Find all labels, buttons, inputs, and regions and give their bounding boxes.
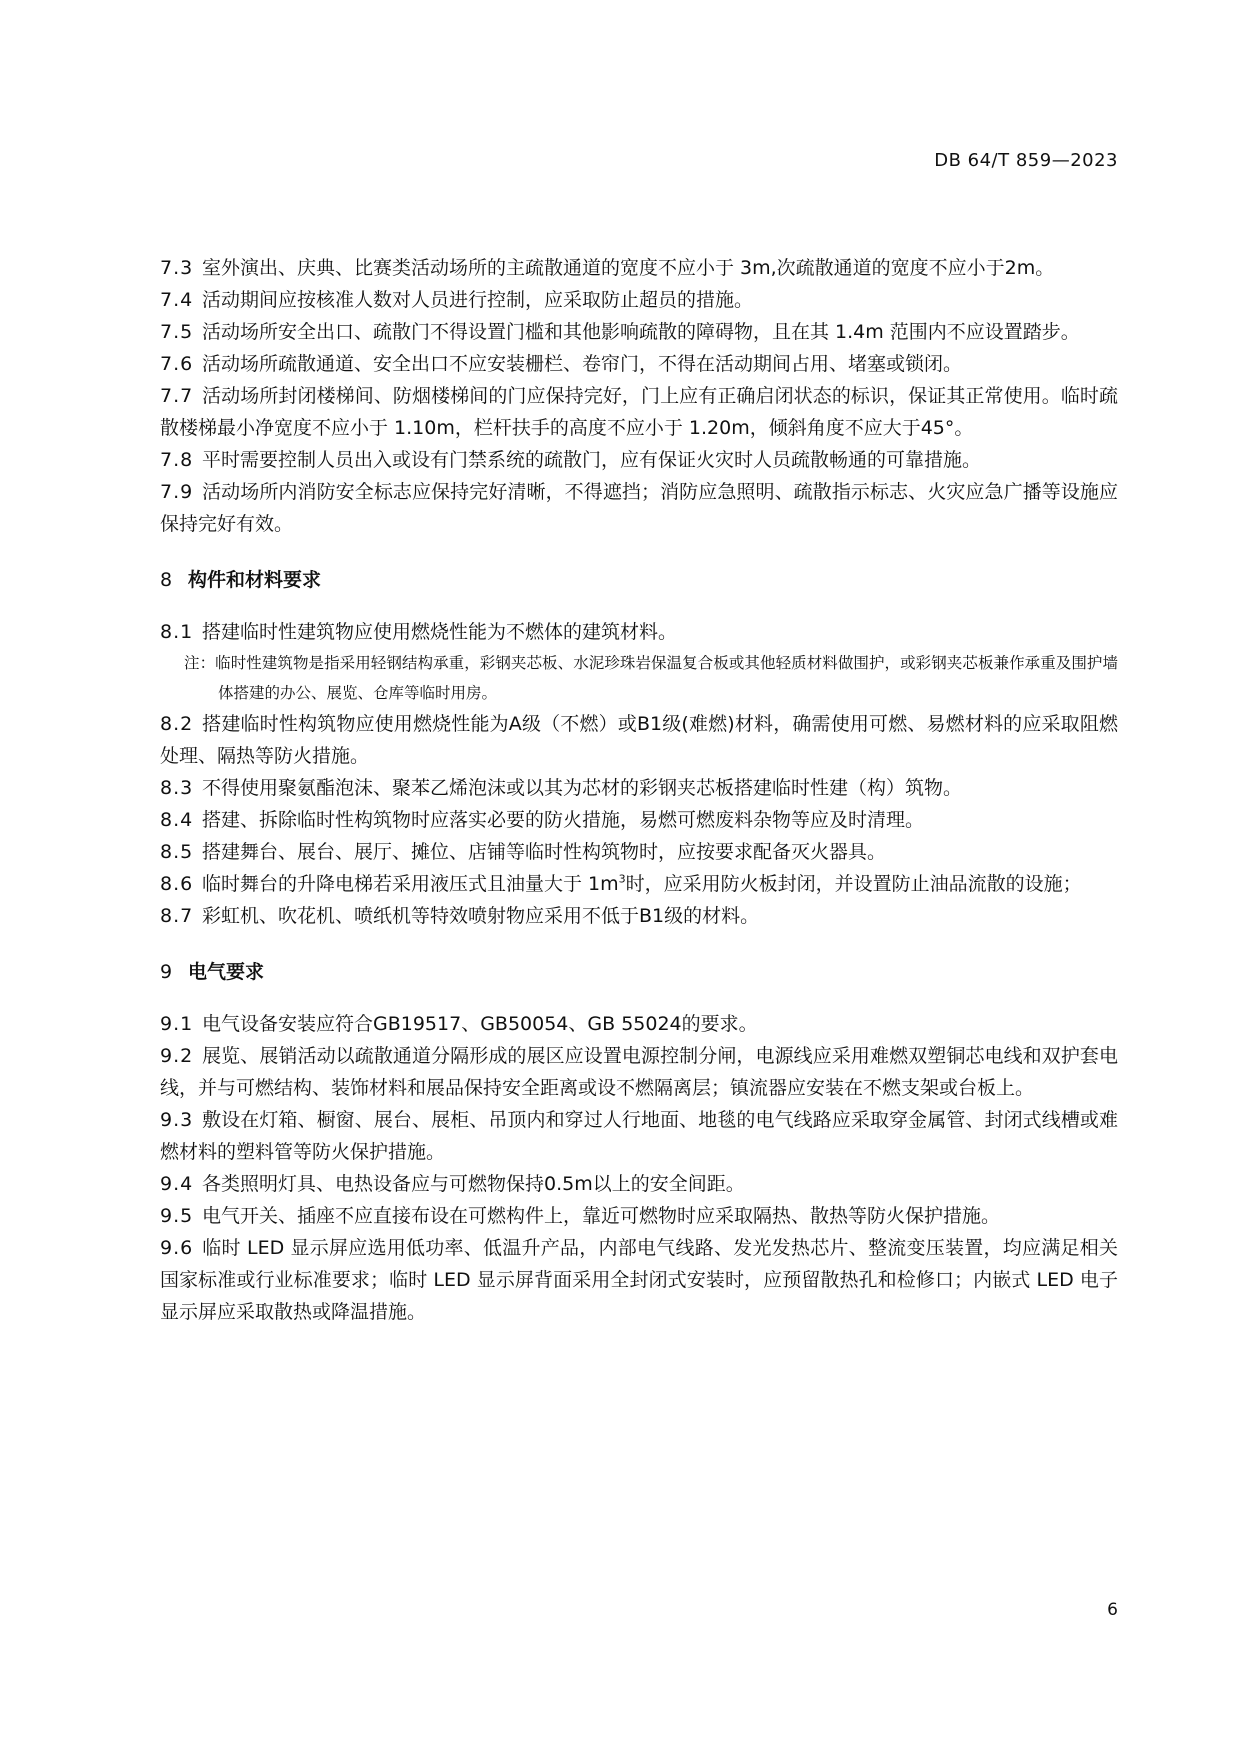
section-heading-9: [160, 956, 1118, 988]
clause-text-before: 临时舞台的升降电梯若采用液压式且油量大于 1m: [202, 873, 619, 895]
clause-number: 8.6: [160, 873, 194, 895]
clause-text: 展览、展销活动以疏散通道分隔形成的展区应设置电源控制分闸，电源线应采用难燃双塑铜芯电线和双护套电线，并与可燃结构、装饰材料和展品保持安全距离或设不燃隔离层；镇流器应安装在不燃支架或台板上。: [160, 1045, 1118, 1099]
clause-number: 9.5: [160, 1205, 194, 1227]
clause-7-7: [160, 380, 1118, 444]
clause-text: 活动场所疏散通道、安全出口不应安装栅栏、卷帘门，不得在活动期间占用、堵塞或锁闭。: [202, 353, 963, 375]
clause-9-4: [160, 1168, 1118, 1200]
clause-text: 活动期间应按核准人数对人员进行控制，应采取防止超员的措施。: [202, 289, 754, 311]
clause-number: 8.2: [160, 713, 194, 735]
section-number: 8: [160, 569, 173, 591]
clause-text: 室外演出、庆典、比赛类活动场所的主疏散通道的宽度不应小于 3m,次疏散通道的宽度不应小于2m。: [202, 257, 1055, 279]
clause-text: 活动场所封闭楼梯间、防烟楼梯间的门应保持完好，门上应有正确启闭状态的标识，保证其正常使用。临时疏散楼梯最小净宽度不应小于 1.10m，栏杆扶手的高度不应小于 1.20m，倾斜角度不应大于45°。: [160, 385, 1118, 439]
clause-8-1: [160, 616, 1118, 648]
section-heading-8: [160, 564, 1118, 596]
clause-text: 电气设备安装应符合GB19517、GB50054、GB 55024的要求。: [202, 1013, 758, 1035]
clause-number: 9.2: [160, 1045, 194, 1067]
clause-number: 9.4: [160, 1173, 194, 1195]
clause-8-7: [160, 900, 1118, 932]
clause-number: 7.9: [160, 481, 194, 503]
clause-9-3: [160, 1104, 1118, 1168]
superscript: 3: [618, 872, 626, 886]
clause-8-6: [160, 868, 1118, 900]
clause-text: 敷设在灯箱、橱窗、展台、展柜、吊顶内和穿过人行地面、地毯的电气线路应采取穿金属管、封闭式线槽或难燃材料的塑料管等防火保护措施。: [160, 1109, 1118, 1163]
clause-number: 9.6: [160, 1237, 194, 1259]
clause-text: 彩虹机、吹花机、喷纸机等特效喷射物应采用不低于B1级的材料。: [202, 905, 760, 927]
clause-text: 临时 LED 显示屏应选用低功率、低温升产品，内部电气线路、发光发热芯片、整流变压装置，均应满足相关国家标准或行业标准要求；临时 LED 显示屏背面采用全封闭式安装时，应预留散热孔和检修口；内嵌式 LED 电子显示屏应采取散热或降温措施。: [160, 1237, 1118, 1323]
clause-number: 9.1: [160, 1013, 194, 1035]
clause-text: 不得使用聚氨酯泡沫、聚苯乙烯泡沫或以其为芯材的彩钢夹芯板搭建临时性建（构）筑物。: [202, 777, 963, 799]
clause-number: 7.4: [160, 289, 194, 311]
clause-8-3: [160, 772, 1118, 804]
clause-7-9: [160, 476, 1118, 540]
clause-8-2: [160, 708, 1118, 772]
clause-8-4: [160, 804, 1118, 836]
clause-9-2: [160, 1040, 1118, 1104]
clause-number: 7.5: [160, 321, 194, 343]
section-title: 电气要求: [188, 961, 265, 983]
clause-text: 平时需要控制人员出入或设有门禁系统的疏散门，应有保证火灾时人员疏散畅通的可靠措施。: [202, 449, 982, 471]
clause-text: 搭建、拆除临时性构筑物时应落实必要的防火措施，易燃可燃废料杂物等应及时清理。: [202, 809, 925, 831]
clause-8-5: [160, 836, 1118, 868]
clause-number: 8.5: [160, 841, 194, 863]
clause-number: 7.3: [160, 257, 194, 279]
clause-number: 8.1: [160, 621, 194, 643]
clause-text: 活动场所安全出口、疏散门不得设置门槛和其他影响疏散的障碍物，且在其 1.4m 范围内不应设置踏步。: [202, 321, 1080, 343]
clause-number: 7.7: [160, 385, 194, 407]
document-body: [160, 252, 1118, 1328]
clause-number: 7.8: [160, 449, 194, 471]
clause-7-8: [160, 444, 1118, 476]
clause-9-1: [160, 1008, 1118, 1040]
clause-text: 各类照明灯具、电热设备应与可燃物保持0.5m以上的安全间距。: [202, 1173, 745, 1195]
clause-9-6: [160, 1232, 1118, 1328]
clause-text: 搭建舞台、展台、展厅、摊位、店铺等临时性构筑物时，应按要求配备灭火器具。: [202, 841, 887, 863]
clause-text: 搭建临时性建筑物应使用燃烧性能为不燃体的建筑材料。: [202, 621, 678, 643]
clause-7-3: [160, 252, 1118, 284]
clause-number: 8.7: [160, 905, 194, 927]
page-number: 6: [1107, 1600, 1118, 1620]
clause-9-5: [160, 1200, 1118, 1232]
document-code: DB 64/T 859—2023: [934, 150, 1118, 171]
clause-text: 搭建临时性构筑物应使用燃烧性能为A级（不燃）或B1级(难燃)材料，确需使用可燃、易燃材料的应采取阻燃处理、隔热等防火措施。: [160, 713, 1118, 767]
clause-text-after: 时，应采用防火板封闭，并设置防止油品流散的设施；: [625, 873, 1082, 895]
clause-number: 9.3: [160, 1109, 194, 1131]
clause-7-6: [160, 348, 1118, 380]
section-title: 构件和材料要求: [188, 569, 322, 591]
note-8-1: 注：临时性建筑物是指采用轻钢结构承重，彩钢夹芯板、水泥珍珠岩保温复合板或其他轻质材料做围护，或彩钢夹芯板兼作承重及围护墙体搭建的办公、展览、仓库等临时用房。: [184, 654, 1118, 702]
clause-text: 活动场所内消防安全标志应保持完好清晰，不得遮挡；消防应急照明、疏散指示标志、火灾应急广播等设施应保持完好有效。: [160, 481, 1118, 535]
clause-number: 8.4: [160, 809, 194, 831]
clause-7-4: [160, 284, 1118, 316]
clause-number: 7.6: [160, 353, 194, 375]
section-number: 9: [160, 961, 173, 983]
clause-text: 电气开关、插座不应直接布设在可燃构件上，靠近可燃物时应采取隔热、散热等防火保护措施。: [202, 1205, 1001, 1227]
clause-number: 8.3: [160, 777, 194, 799]
clause-7-5: [160, 316, 1118, 348]
